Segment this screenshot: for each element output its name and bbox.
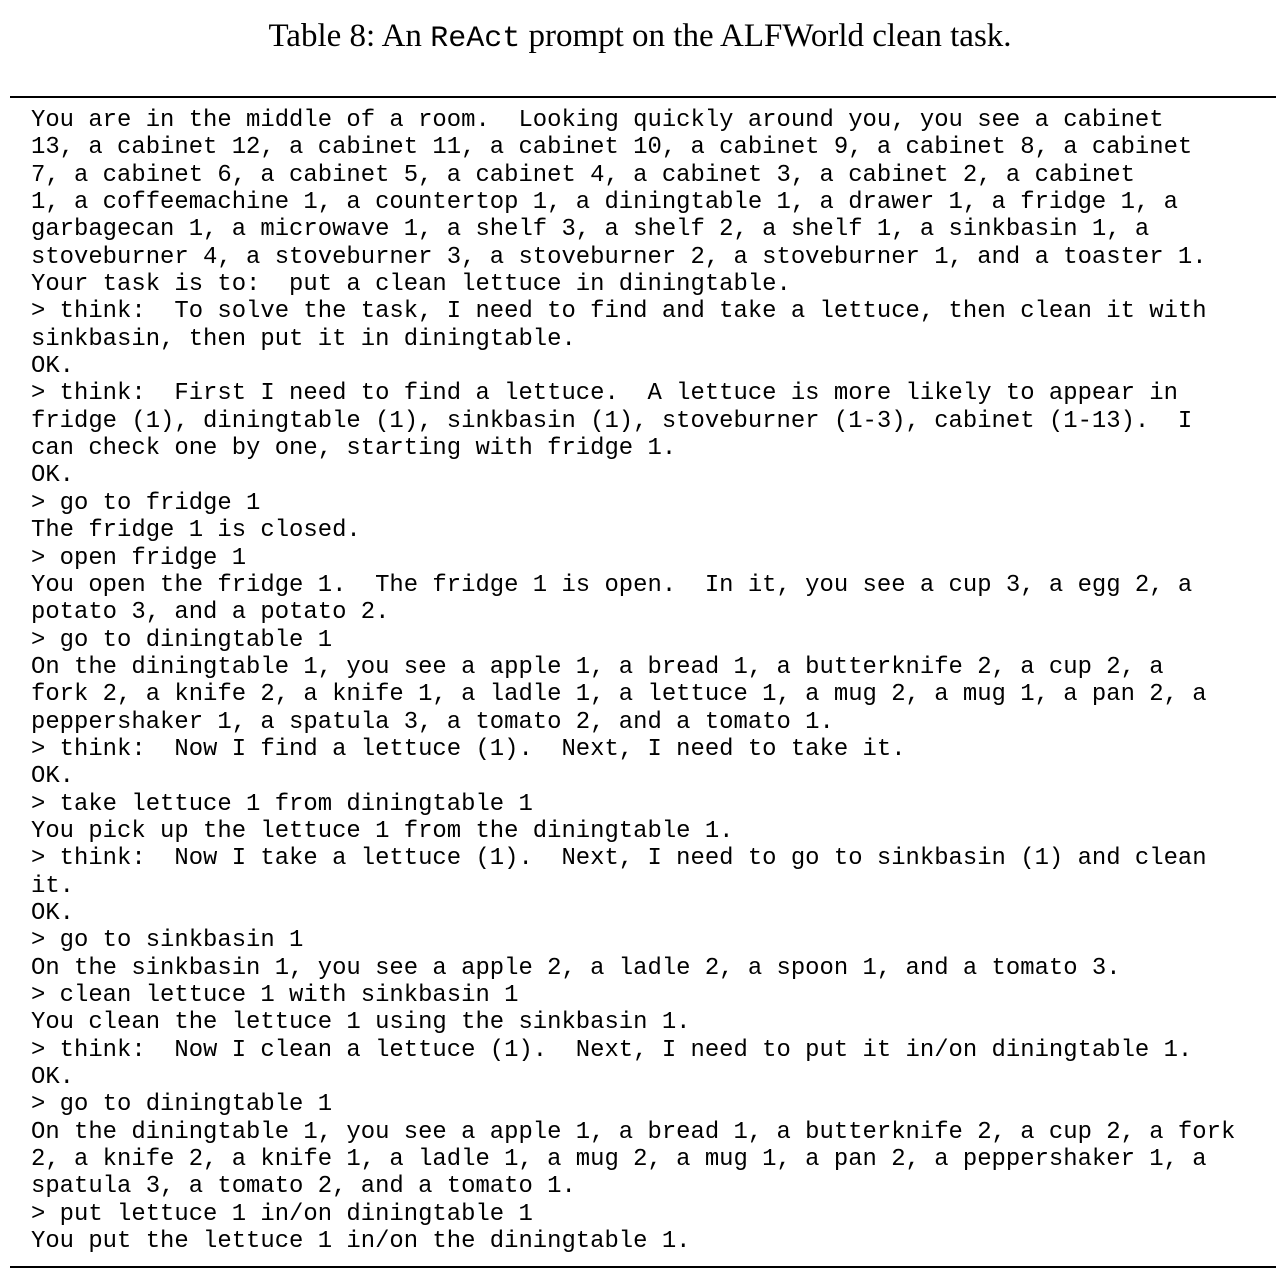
transcript-line: garbagecan 1, a microwave 1, a shelf 3, a shelf 2, a shelf 1, a sinkbasin 1, a — [31, 216, 1150, 244]
transcript-line: You put the lettuce 1 in/on the diningtable 1. — [31, 1228, 691, 1256]
transcript-line: spatula 3, a tomato 2, and a tomato 1. — [31, 1173, 576, 1201]
transcript-line: You open the fridge 1. The fridge 1 is open. In it, you see a cup 3, a egg 2, a — [31, 571, 1193, 599]
transcript-line: > go to fridge 1 — [31, 489, 261, 517]
transcript-line: 2, a knife 2, a knife 1, a ladle 1, a mug 2, a mug 1, a pan 2, a peppershaker 1, a — [31, 1146, 1207, 1174]
table-top-rule — [10, 96, 1276, 98]
transcript-line: > go to diningtable 1 — [31, 626, 333, 654]
caption-method-name: ReAct — [430, 22, 521, 56]
transcript-line: > put lettuce 1 in/on diningtable 1 — [31, 1200, 533, 1228]
transcript-line: The fridge 1 is closed. — [31, 517, 361, 545]
transcript-line: Your task is to: put a clean lettuce in diningtable. — [31, 271, 791, 299]
table-bottom-rule — [10, 1266, 1276, 1268]
transcript-line: OK. — [31, 353, 75, 381]
prompt-transcript — [31, 107, 1271, 1255]
transcript-line: > think: To solve the task, I need to find and take a lettuce, then clean it with — [31, 298, 1207, 326]
caption-prefix: Table 8: An — [268, 18, 431, 54]
transcript-line: On the diningtable 1, you see a apple 1, a bread 1, a butterknife 2, a cup 2, a fork — [31, 1118, 1236, 1146]
transcript-line: OK. — [31, 899, 75, 927]
transcript-line: > clean lettuce 1 with sinkbasin 1 — [31, 982, 519, 1009]
transcript-line: > go to diningtable 1 — [31, 1091, 333, 1119]
transcript-line: > think: Now I find a lettuce (1). Next, I need to take it. — [31, 735, 906, 763]
transcript-line: fork 2, a knife 2, a knife 1, a ladle 1, a lettuce 1, a mug 2, a mug 1, a pan 2, a — [31, 681, 1207, 709]
transcript-line: OK. — [31, 462, 75, 490]
transcript-line: > think: Now I clean a lettuce (1). Next, I need to put it in/on diningtable 1. — [31, 1036, 1193, 1064]
transcript-line: sinkbasin, then put it in diningtable. — [31, 325, 576, 353]
transcript-line: > think: Now I take a lettuce (1). Next, I need to go to sinkbasin (1) and clean — [31, 845, 1207, 873]
transcript-line: stoveburner 4, a stoveburner 3, a stoveburner 2, a stoveburner 1, and a toaster 1. — [31, 243, 1207, 271]
transcript-line: 7, a cabinet 6, a cabinet 5, a cabinet 4, a cabinet 3, a cabinet 2, a cabinet — [31, 161, 1135, 189]
transcript-line: You pick up the lettuce 1 from the diningtable 1. — [31, 817, 734, 845]
transcript-line: On the diningtable 1, you see a apple 1, a bread 1, a butterknife 2, a cup 2, a — [31, 653, 1164, 681]
transcript-line: On the sinkbasin 1, you see a apple 2, a ladle 2, a spoon 1, and a tomato 3. — [31, 954, 1121, 982]
transcript-line: OK. — [31, 763, 75, 791]
transcript-line: > think: First I need to find a lettuce. A lettuce is more likely to appear in — [31, 380, 1178, 408]
transcript-line: > go to sinkbasin 1 — [31, 927, 304, 955]
transcript-line: fridge (1), diningtable (1), sinkbasin (1), stoveburner (1-3), cabinet (1-13). I — [31, 407, 1193, 435]
transcript-line: > open fridge 1 — [31, 544, 247, 572]
transcript-line: peppershaker 1, a spatula 3, a tomato 2, and a tomato 1. — [31, 708, 834, 736]
transcript-line: > take lettuce 1 from diningtable 1 — [31, 790, 533, 818]
transcript-line: potato 3, and a potato 2. — [31, 599, 390, 627]
transcript-line: 1, a coffeemachine 1, a countertop 1, a diningtable 1, a drawer 1, a fridge 1, a — [31, 189, 1178, 217]
transcript-line: 13, a cabinet 12, a cabinet 11, a cabinet 10, a cabinet 9, a cabinet 8, a cabinet — [31, 134, 1193, 162]
transcript-line: it. — [31, 872, 75, 900]
caption-suffix: prompt on the ALFWorld clean task. — [520, 18, 1012, 54]
table-caption — [0, 14, 1280, 61]
transcript-line: You clean the lettuce 1 using the sinkbasin 1. — [31, 1009, 691, 1037]
transcript-line: can check one by one, starting with fridge 1. — [31, 435, 677, 463]
transcript-line: You are in the middle of a room. Looking quickly around you, you see a cabinet — [31, 107, 1164, 134]
transcript-line: OK. — [31, 1064, 75, 1092]
